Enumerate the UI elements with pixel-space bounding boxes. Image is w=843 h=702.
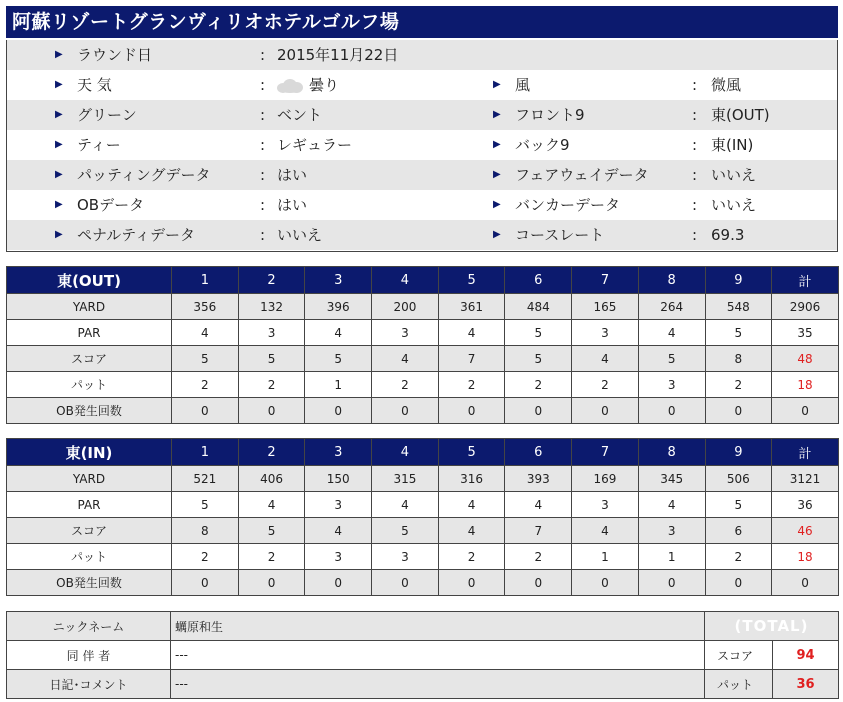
- info-colon: :: [260, 76, 266, 94]
- info-label: グリーン: [77, 106, 137, 124]
- row-label: PAR: [7, 320, 172, 346]
- row-label: スコア: [7, 346, 172, 372]
- info-value: 69.3: [711, 226, 745, 244]
- row-label: パット: [7, 544, 172, 570]
- row-label: OB発生回数: [7, 570, 172, 596]
- score-cell: 4: [638, 320, 705, 346]
- score-cell: 5: [238, 518, 305, 544]
- hole-number: 1: [172, 439, 239, 466]
- score-cell: 169: [572, 466, 639, 492]
- score-cell: 361: [438, 294, 505, 320]
- bullet-arrow-icon: ▶: [55, 79, 63, 90]
- hole-number: 3: [305, 267, 372, 294]
- info-label: バック9: [515, 136, 570, 154]
- score-cell: 5: [305, 346, 372, 372]
- score-cell: 8: [172, 518, 239, 544]
- table-row: [7, 466, 839, 492]
- score-cell: 2: [172, 544, 239, 570]
- score-cell: 150: [305, 466, 372, 492]
- bullet-arrow-icon: ▶: [55, 109, 63, 120]
- score-cell: 3: [305, 544, 372, 570]
- table-row: [7, 492, 839, 518]
- score-cell: 2: [438, 544, 505, 570]
- hole-number: 4: [372, 439, 439, 466]
- score-cell: 4: [172, 320, 239, 346]
- score-cell: 4: [572, 518, 639, 544]
- score-cell: 2: [238, 372, 305, 398]
- score-cell: 2: [438, 372, 505, 398]
- info-value-text: 曇り: [309, 76, 340, 94]
- score-cell: 3: [372, 320, 439, 346]
- bullet-arrow-icon: ▶: [55, 139, 63, 150]
- info-value: [277, 70, 339, 100]
- info-label: 天 気: [77, 76, 112, 94]
- score-cell: 264: [638, 294, 705, 320]
- score-cell: 0: [705, 398, 772, 424]
- info-row: [7, 220, 837, 250]
- score-cell: 5: [505, 346, 572, 372]
- table-row: [7, 294, 839, 320]
- info-row: [7, 130, 837, 160]
- bullet-arrow-icon: ▶: [493, 199, 501, 210]
- page-title: 阿蘇リゾートグランヴィリオホテルゴルフ場: [6, 6, 838, 38]
- score-cell: 0: [638, 570, 705, 596]
- bullet-arrow-icon: ▶: [493, 229, 501, 240]
- score-cell: 35: [772, 320, 839, 346]
- info-label: フェアウェイデータ: [515, 166, 649, 184]
- hole-number: 4: [372, 267, 439, 294]
- total-putt-value: 36: [773, 670, 839, 699]
- total-score-value: 94: [773, 641, 839, 670]
- score-cell: 4: [305, 518, 372, 544]
- score-cell: 4: [238, 492, 305, 518]
- info-label: バンカーデータ: [515, 196, 621, 214]
- score-cell: 0: [372, 398, 439, 424]
- info-row: [7, 40, 837, 70]
- cloud-icon: [277, 79, 303, 93]
- info-colon: :: [692, 166, 698, 184]
- info-value-text: はい: [277, 196, 308, 214]
- score-cell: 7: [505, 518, 572, 544]
- score-cell: 484: [505, 294, 572, 320]
- score-cell: 3121: [772, 466, 839, 492]
- info-colon: :: [260, 136, 266, 154]
- score-cell: 1: [638, 544, 705, 570]
- score-cell: 2: [238, 544, 305, 570]
- hole-number: 9: [705, 267, 772, 294]
- info-value: 微風: [711, 76, 742, 94]
- hole-number: 3: [305, 439, 372, 466]
- hole-number: 5: [438, 267, 505, 294]
- score-cell: 406: [238, 466, 305, 492]
- score-cell: 2: [505, 544, 572, 570]
- score-cell: 4: [438, 492, 505, 518]
- score-cell: 18: [772, 372, 839, 398]
- score-cell: 0: [572, 398, 639, 424]
- info-value: [277, 160, 307, 190]
- score-cell: 8: [705, 346, 772, 372]
- score-cell: 36: [772, 492, 839, 518]
- score-cell: 132: [238, 294, 305, 320]
- info-label: ティー: [77, 136, 121, 154]
- bullet-arrow-icon: ▶: [493, 169, 501, 180]
- course-header: 東(IN): [7, 439, 172, 466]
- table-row: [7, 320, 839, 346]
- score-cell: 200: [372, 294, 439, 320]
- score-cell: 4: [638, 492, 705, 518]
- score-cell: 3: [372, 544, 439, 570]
- info-colon: :: [692, 226, 698, 244]
- score-cell: 1: [572, 544, 639, 570]
- info-row: [7, 70, 837, 100]
- score-cell: 0: [705, 570, 772, 596]
- score-cell: 0: [572, 570, 639, 596]
- info-value: [277, 100, 322, 130]
- score-cell: 3: [638, 518, 705, 544]
- score-cell: 0: [438, 570, 505, 596]
- info-colon: :: [260, 166, 266, 184]
- score-cell: 4: [305, 320, 372, 346]
- score-cell: 46: [772, 518, 839, 544]
- score-cell: 521: [172, 466, 239, 492]
- score-cell: 2: [705, 372, 772, 398]
- info-colon: :: [260, 106, 266, 124]
- bullet-arrow-icon: ▶: [493, 139, 501, 150]
- score-cell: 5: [172, 346, 239, 372]
- scorecard-out: [6, 266, 839, 424]
- hole-number: 2: [238, 267, 305, 294]
- row-label: PAR: [7, 492, 172, 518]
- score-cell: 18: [772, 544, 839, 570]
- info-row: [7, 160, 837, 190]
- hole-number: 計: [772, 267, 839, 294]
- info-colon: :: [260, 46, 266, 64]
- bullet-arrow-icon: ▶: [55, 229, 63, 240]
- row-label: パット: [7, 372, 172, 398]
- hole-number: 6: [505, 267, 572, 294]
- table-row: [7, 570, 839, 596]
- score-cell: 0: [638, 398, 705, 424]
- score-cell: 0: [505, 398, 572, 424]
- score-cell: 345: [638, 466, 705, 492]
- scorecard-in: [6, 438, 839, 596]
- nickname-label: ニックネーム: [7, 612, 171, 641]
- table-row: [7, 398, 839, 424]
- score-cell: 356: [172, 294, 239, 320]
- bullet-arrow-icon: ▶: [55, 169, 63, 180]
- summary-footer: [6, 611, 839, 699]
- bullet-arrow-icon: ▶: [55, 199, 63, 210]
- score-cell: 0: [172, 398, 239, 424]
- info-colon: :: [692, 196, 698, 214]
- score-cell: 4: [372, 492, 439, 518]
- hole-number: 5: [438, 439, 505, 466]
- score-cell: 0: [505, 570, 572, 596]
- score-cell: 3: [572, 492, 639, 518]
- score-cell: 0: [238, 398, 305, 424]
- score-cell: 7: [438, 346, 505, 372]
- score-cell: 506: [705, 466, 772, 492]
- table-row: [7, 346, 839, 372]
- row-label: OB発生回数: [7, 398, 172, 424]
- info-value-text: はい: [277, 166, 308, 184]
- hole-number: 7: [572, 439, 639, 466]
- score-cell: 548: [705, 294, 772, 320]
- info-colon: :: [692, 136, 698, 154]
- score-cell: 3: [305, 492, 372, 518]
- row-label: YARD: [7, 294, 172, 320]
- score-cell: 165: [572, 294, 639, 320]
- total-score-label: スコア: [705, 641, 773, 670]
- score-cell: 0: [238, 570, 305, 596]
- round-info: [6, 40, 838, 252]
- info-value: 東(OUT): [711, 106, 770, 124]
- score-cell: 316: [438, 466, 505, 492]
- hole-number: 1: [172, 267, 239, 294]
- info-value: [277, 220, 322, 250]
- hole-number: 計: [772, 439, 839, 466]
- score-cell: 315: [372, 466, 439, 492]
- hole-number: 8: [638, 439, 705, 466]
- score-cell: 4: [505, 492, 572, 518]
- companion-label: 同 伴 者: [7, 641, 171, 670]
- score-cell: 6: [705, 518, 772, 544]
- info-value-text: いいえ: [277, 226, 323, 244]
- score-cell: 396: [305, 294, 372, 320]
- score-cell: 5: [238, 346, 305, 372]
- info-colon: :: [692, 106, 698, 124]
- score-cell: 4: [372, 346, 439, 372]
- info-colon: :: [692, 76, 698, 94]
- score-cell: 5: [505, 320, 572, 346]
- score-cell: 0: [305, 398, 372, 424]
- hole-number: 9: [705, 439, 772, 466]
- info-value-text: レギュラー: [277, 136, 353, 154]
- score-cell: 0: [305, 570, 372, 596]
- info-value: いいえ: [711, 196, 757, 214]
- bullet-arrow-icon: ▶: [493, 79, 501, 90]
- table-row: [7, 544, 839, 570]
- hole-number: 6: [505, 439, 572, 466]
- score-cell: 3: [572, 320, 639, 346]
- info-row: [7, 100, 837, 130]
- companion-value: ---: [171, 641, 705, 670]
- info-value: [277, 190, 307, 220]
- score-cell: 3: [638, 372, 705, 398]
- course-header: 東(OUT): [7, 267, 172, 294]
- score-cell: 1: [305, 372, 372, 398]
- score-cell: 4: [438, 518, 505, 544]
- score-cell: 2: [372, 372, 439, 398]
- score-cell: 0: [372, 570, 439, 596]
- score-cell: 5: [172, 492, 239, 518]
- info-label: ラウンド日: [77, 46, 153, 64]
- score-cell: 0: [438, 398, 505, 424]
- score-cell: 2: [572, 372, 639, 398]
- row-label: YARD: [7, 466, 172, 492]
- info-value: 東(IN): [711, 136, 754, 154]
- score-cell: 0: [772, 398, 839, 424]
- info-value: [277, 40, 398, 70]
- score-cell: 5: [638, 346, 705, 372]
- total-header: (TOTAL): [705, 612, 839, 641]
- score-cell: 5: [705, 492, 772, 518]
- score-cell: 393: [505, 466, 572, 492]
- total-putt-label: パット: [705, 670, 773, 699]
- info-value-text: ベント: [277, 106, 323, 124]
- info-label: パッティングデータ: [77, 166, 211, 184]
- score-cell: 0: [772, 570, 839, 596]
- info-label: ペナルティデータ: [77, 226, 196, 244]
- diary-label: 日記･コメント: [7, 670, 171, 699]
- hole-number: 8: [638, 267, 705, 294]
- info-colon: :: [260, 226, 266, 244]
- hole-number: 2: [238, 439, 305, 466]
- info-value: いいえ: [711, 166, 757, 184]
- info-value-text: 2015年11月22日: [277, 46, 399, 64]
- bullet-arrow-icon: ▶: [493, 109, 501, 120]
- score-cell: 2906: [772, 294, 839, 320]
- info-label: 風: [515, 76, 531, 94]
- bullet-arrow-icon: ▶: [55, 49, 63, 60]
- score-cell: 5: [372, 518, 439, 544]
- score-cell: 4: [438, 320, 505, 346]
- score-cell: 4: [572, 346, 639, 372]
- score-cell: 2: [172, 372, 239, 398]
- diary-value: ---: [171, 670, 705, 699]
- info-value: [277, 130, 352, 160]
- score-cell: 5: [705, 320, 772, 346]
- info-label: コースレート: [515, 226, 605, 244]
- info-label: OBデータ: [77, 196, 145, 214]
- score-cell: 3: [238, 320, 305, 346]
- nickname-value: 蠣原和生: [171, 612, 705, 641]
- score-cell: 48: [772, 346, 839, 372]
- score-cell: 2: [705, 544, 772, 570]
- score-cell: 2: [505, 372, 572, 398]
- table-row: [7, 518, 839, 544]
- info-label: フロント9: [515, 106, 585, 124]
- hole-number: 7: [572, 267, 639, 294]
- table-row: [7, 372, 839, 398]
- row-label: スコア: [7, 518, 172, 544]
- info-colon: :: [260, 196, 266, 214]
- score-cell: 0: [172, 570, 239, 596]
- info-row: [7, 190, 837, 220]
